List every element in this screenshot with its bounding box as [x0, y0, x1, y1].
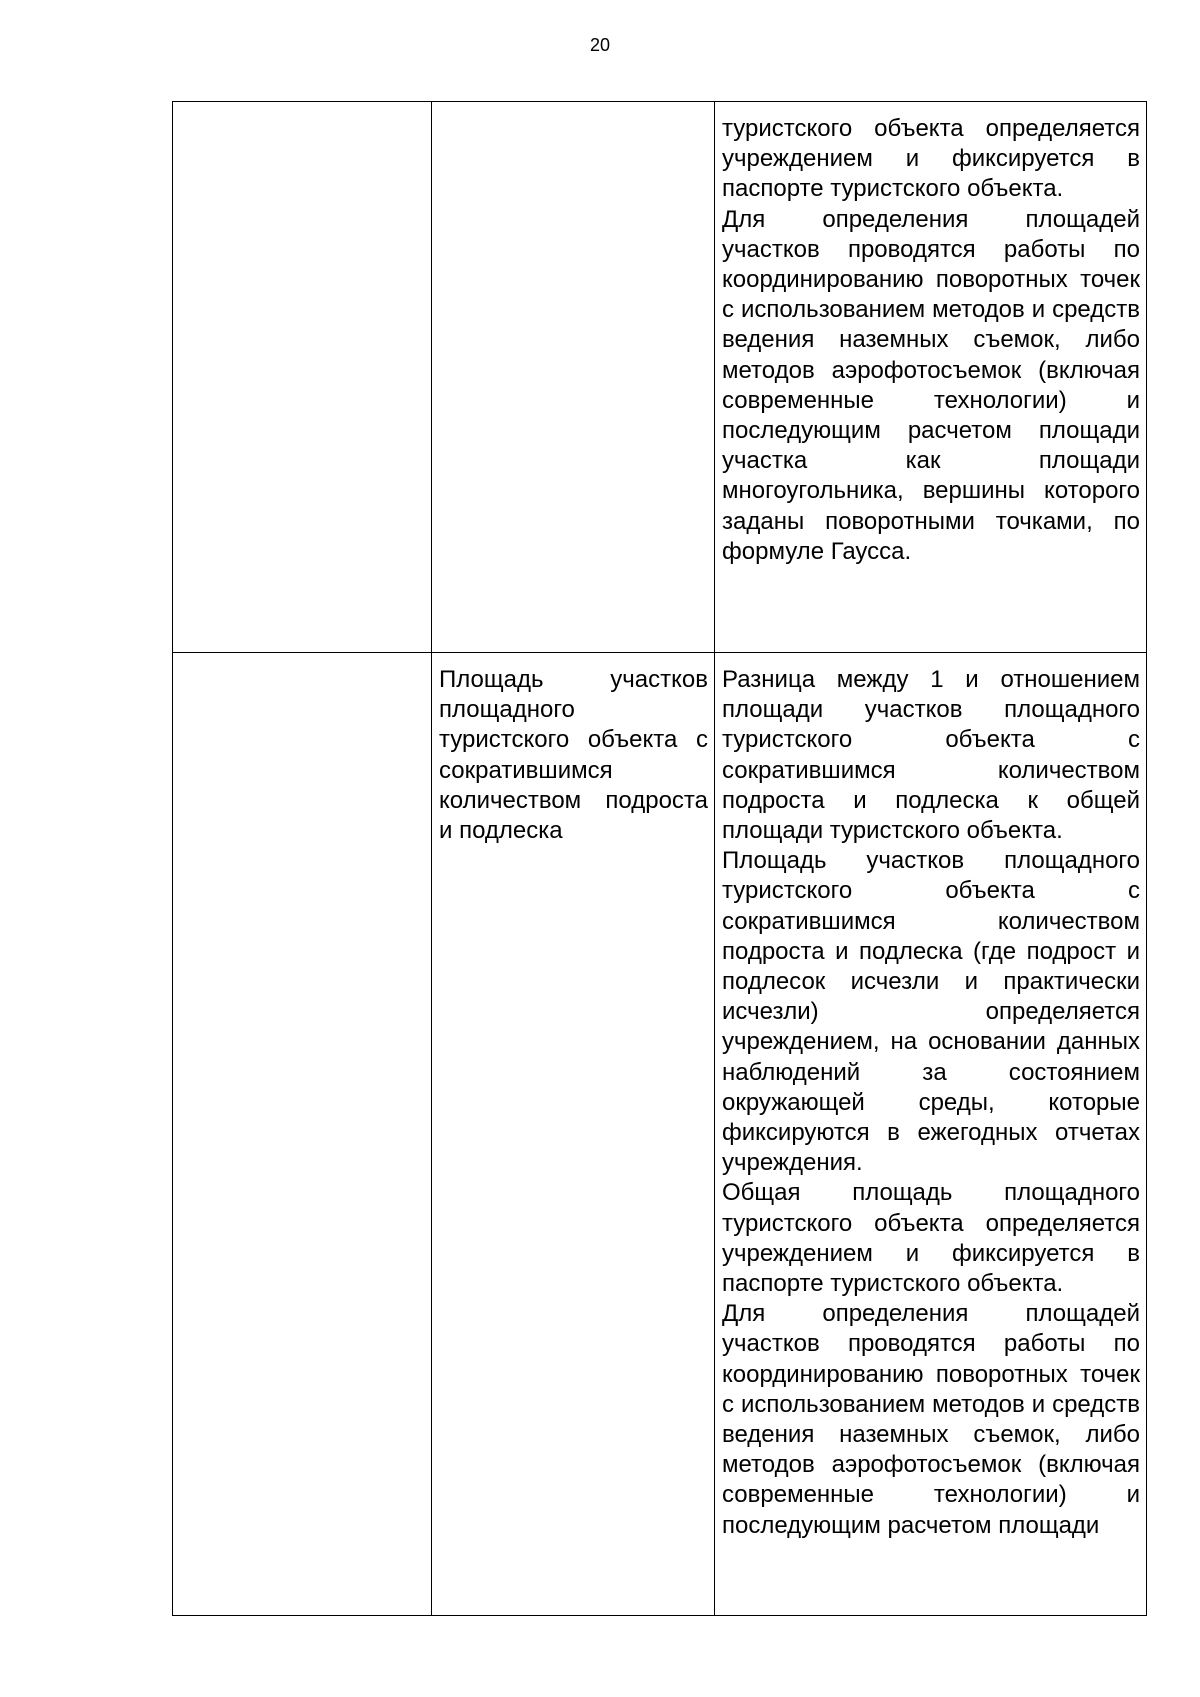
- indicator-name: Площадь участков площадного туристского объекта с сократившимся количеством подроста и подлеска: [439, 666, 708, 845]
- paragraph: Площадь участков площадного туристского объекта с сократившимся количеством подроста и подлеска (где подрост и подлесок исчезли и практически исчезли) определяется учреждением, на основании данных наблюдений за состоянием окружающей среды, которые фиксируются в ежегодных отчетах учреждения.: [722, 847, 1140, 1177]
- paragraph: туристского объекта определяется учреждением и фиксируется в паспорте туристского объекта.: [722, 115, 1140, 203]
- paragraph: Общая площадь площадного туристского объекта определяется учреждением и фиксируется в паспорте туристского объекта.: [722, 1179, 1140, 1298]
- table-cell-col1: [173, 653, 432, 1616]
- table-row: [173, 102, 1147, 653]
- document-table: [172, 101, 1147, 1616]
- table-cell-col1: [173, 102, 432, 653]
- paragraph: Разница между 1 и отношением площади участков площадного туристского объекта с сократившимся количеством подроста и подлеска к общей площади туристского объекта.: [722, 666, 1140, 845]
- paragraph: Для определения площадей участков проводятся работы по координированию поворотных точек с использованием методов и средств ведения наземных съемок, либо методов аэрофотосъемок (включая современные технологии) и последующим расчетом площади участка как площади многоугольника, вершины которого заданы поворотными точками, по формуле Гаусса.: [722, 205, 1140, 565]
- table-cell-col3: [715, 102, 1147, 653]
- table-row: [173, 653, 1147, 1616]
- table-cell-indicator: [432, 653, 715, 1616]
- table-cell-col3: [715, 653, 1147, 1616]
- page-number: 20: [589, 35, 611, 55]
- paragraph: Для определения площадей участков проводятся работы по координированию поворотных точек с использованием методов и средств ведения наземных съемок, либо методов аэрофотосъемок (включая современные технологии) и последующим расчетом площади: [722, 1300, 1140, 1539]
- table-cell-col2: [432, 102, 715, 653]
